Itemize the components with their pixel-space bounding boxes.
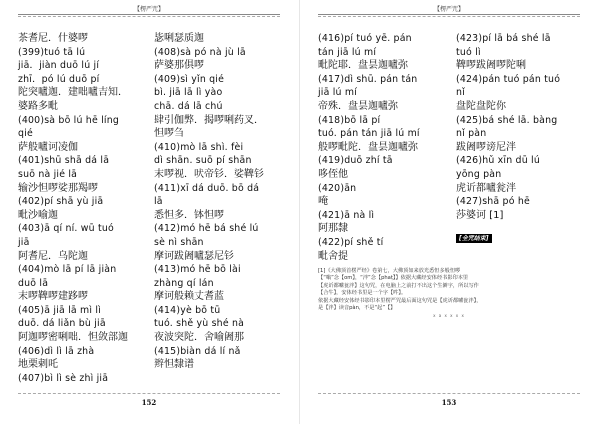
mantra-line-pinyin: (407)bì lì sè zhì jiā xyxy=(18,372,109,384)
header-rule-dashed xyxy=(318,16,580,17)
right-page xyxy=(318,0,580,424)
footer-rule xyxy=(318,393,580,394)
header-rule-dashed xyxy=(18,16,280,17)
mantra-line-pinyin: (418)bō lā pí xyxy=(318,114,381,126)
mantra-line-pinyin: (400)sà bō lú hē líng xyxy=(18,114,120,126)
mantra-line-pinyin: (410)mò lā shì. fèi xyxy=(154,141,244,153)
mantra-line-pinyin: tán jiā lú mí xyxy=(318,46,377,58)
mantra-line-pinyin: (415)biàn dá lí nǎ xyxy=(154,345,241,357)
mantra-line-pinyin: (403)ā qí ní. wū tuó xyxy=(18,223,114,235)
left-page xyxy=(18,0,280,424)
mantra-line-pinyin: jiā lú mí xyxy=(318,87,357,99)
header-title: 【楞严咒】 xyxy=(130,4,168,13)
mantra-line-pinyin: (425)bá shé lā. bàng xyxy=(456,114,558,126)
page-header xyxy=(18,4,280,16)
mantra-line-pinyin: chā. dá lā chú xyxy=(154,100,223,112)
mantra-line-chinese: 摩诃跋阇嚧瑟尼钐 xyxy=(154,250,234,262)
mantra-line-pinyin: (416)pí tuó yē. pán xyxy=(318,33,412,44)
mantra-line-chinese: 萨般嚧诃凌伽 xyxy=(18,141,78,153)
mantra-line-chinese: 哆侄他 xyxy=(318,168,348,180)
mantra-line-pinyin: (402)pí shā yù jiā xyxy=(18,196,104,208)
mantra-line-pinyin: (399)tuó tā lú xyxy=(18,46,86,58)
mantra-line-chinese: 摩诃般赖丈耆蓝 xyxy=(154,291,224,303)
mantra-line-chinese: 末啰鞞啰建跢啰 xyxy=(18,291,88,303)
mantra-line-pinyin: (423)pí lā bá shé lā xyxy=(456,33,551,44)
footnote-line: 依据大藏经安体经书影印本里楞严咒最后面这句咒是【虎䜣都嚧瓮泮】， xyxy=(318,297,482,304)
mantra-line-pinyin: (409)sì yǐn qié xyxy=(154,73,225,85)
mantra-line-chinese: 毗沙喻迦 xyxy=(18,209,58,221)
notes-end-marker: x a x x x x xyxy=(433,313,465,319)
mantra-line-pinyin: bì. jiā lā lì yào xyxy=(154,87,223,99)
mantra-line-chinese: 萨婆那俱啰 xyxy=(154,60,204,72)
mantra-line-pinyin: (408)sà pó nà jù lā xyxy=(154,46,246,58)
mantra-line-pinyin: (411)xī dá duō. bō dá xyxy=(154,182,260,194)
mantra-line-pinyin: suō nà jié lā xyxy=(18,168,78,180)
mantra-line-chinese: 阿耆尼．乌陀迦 xyxy=(18,250,88,262)
mantra-line-pinyin: jiā xyxy=(18,236,30,248)
mantra-line-chinese: 陀突嚧迦．建咄嚧吉知． xyxy=(18,87,128,99)
footnotes xyxy=(318,268,580,318)
mantra-line-chinese: 毗陀耶．盘昙迦嚧弥 xyxy=(318,60,408,72)
book-gutter xyxy=(299,0,300,424)
mantra-line-chinese: 毗舍提 xyxy=(318,250,348,262)
mantra-line-pinyin: (420)ān xyxy=(318,182,357,194)
end-mark-wrap xyxy=(456,225,492,244)
mantra-line-pinyin: (406)dì lì lā zhà xyxy=(18,345,95,357)
text-column xyxy=(18,32,128,385)
text-column xyxy=(318,32,420,263)
footnote-line: 是【泮】读音pàn，不是“起”【】 xyxy=(318,305,396,312)
mantra-line-pinyin: duō. dá liǎn bù jiā xyxy=(18,318,106,330)
mantra-line-chinese: 辫怛隸谱 xyxy=(154,359,194,371)
mantra-line-chinese: 婆路多毗 xyxy=(18,100,58,112)
mantra-line-chinese: 莎婆诃 [1] xyxy=(456,209,504,221)
mantra-line-pinyin: jiā．jiàn duō lú jí xyxy=(18,60,100,72)
mantra-line-pinyin: zhī．pó lú duō pí xyxy=(18,73,100,85)
mantra-line-pinyin: tuó lì xyxy=(456,46,481,58)
mantra-line-pinyin: (412)mó hē bá shé lú xyxy=(154,223,259,235)
mantra-line-pinyin: (401)shū shā dá lā xyxy=(18,155,110,167)
mantra-line-chinese: 阿迦啰密唎咄．怛敛部迦 xyxy=(18,332,128,344)
text-column xyxy=(456,32,560,222)
mantra-line-pinyin: (414)yè bō tū xyxy=(154,304,221,316)
mantra-line-pinyin: tuó. pán tán jiā lú mí xyxy=(318,128,420,140)
footnote-line: 【合牛】，安体经书里是一个字【吽】。 xyxy=(318,290,407,297)
mantra-line-chinese: 鞞啰跋阇啰陀唎 xyxy=(456,60,526,72)
mantra-line-chinese: 怛啰刍 xyxy=(154,128,184,140)
header-rule xyxy=(18,14,280,15)
mantra-line-chinese: 肆引伽弊．揭啰唎药叉． xyxy=(154,114,264,126)
page-number: 153 xyxy=(441,398,457,407)
text-column xyxy=(154,32,264,372)
mantra-line-chinese: 毖唎瑟质迦 xyxy=(154,33,204,44)
mantra-line-pinyin: nǐ xyxy=(456,87,465,99)
mantra-line-pinyin: (404)mò lā pí lā jiàn xyxy=(18,264,117,276)
mantra-line-chinese: 输沙怛啰娑那羯啰 xyxy=(18,182,98,194)
footnote-line: 【虎䜣都嚧瓮泮】这句咒，在电脑上之前打不出这个生僻字，所以写作 xyxy=(318,282,479,289)
mantra-line-pinyin: (427)shā pó hē xyxy=(456,196,530,208)
mantra-line-pinyin: (426)hǔ xīn dū lú xyxy=(456,155,540,167)
mantra-line-chinese: 盘陀盘陀你 xyxy=(456,100,506,112)
mantra-line-pinyin: zhàng qí lán xyxy=(154,277,214,289)
mantra-line-pinyin: lā xyxy=(154,196,163,208)
mantra-line-pinyin: (405)ā jiā lā mì lì xyxy=(18,304,101,316)
mantra-line-pinyin: nǐ pàn xyxy=(456,128,487,140)
mantra-line-chinese: 茶耆尼．什婆啰 xyxy=(18,33,88,44)
mantra-line-chinese: 跋阇啰谤尼泮 xyxy=(456,141,516,153)
mantra-line-chinese: 虎䜣都嚧瓮泮 xyxy=(456,182,516,194)
footnote-line: [1]《大佛顶首楞严经》卷第七，大佛顶如来放光悉怛多般怛啰 xyxy=(318,268,461,274)
mantra-line-chinese: 阿那隸 xyxy=(318,223,348,235)
footnote-line: 【“嗡”念【om】，“泮”念【phaṭ】】依据大藏经安体经书影印本里 xyxy=(318,275,469,282)
mantra-line-pinyin: (417)dì shū. pán tán xyxy=(318,73,418,85)
mantra-line-pinyin: (422)pí shě tí xyxy=(318,236,384,248)
mantra-line-pinyin: sè nì shān xyxy=(154,236,204,248)
mantra-line-chinese: 夜波突陀．舍喻阇那 xyxy=(154,332,244,344)
mantra-line-pinyin: (424)pán tuó pán tuó xyxy=(456,73,561,85)
mantra-line-chinese: 末啰视．吠帝钐．娑鞞钐 xyxy=(154,168,264,180)
mantra-line-pinyin: tuó. shě yù shé nà xyxy=(154,318,245,330)
header-rule xyxy=(318,14,580,15)
mantra-line-chinese: 地栗剌吒 xyxy=(18,359,58,371)
page-number: 152 xyxy=(141,398,157,407)
mantra-line-chinese: 般啰毗陀．盘昙迦嚧弥 xyxy=(318,141,418,153)
page-header xyxy=(318,4,580,16)
mantra-line-chinese: 悉怛多．钵怛啰 xyxy=(154,209,224,221)
mantra-line-pinyin: (413)mó hē bō lài xyxy=(154,264,241,276)
mantra-line-pinyin: (419)duō zhí tā xyxy=(318,155,393,167)
mantra-line-pinyin: dì shān. suō pí shān xyxy=(154,155,252,167)
header-title: 【楞严咒】 xyxy=(430,4,468,13)
mantra-line-pinyin: yōng pàn xyxy=(456,168,502,180)
mantra-line-pinyin: (421)ā nà lì xyxy=(318,209,375,221)
mantra-line-pinyin: duō lā xyxy=(18,277,49,289)
mantra-line-chinese: 唵 xyxy=(318,196,328,208)
footer-rule xyxy=(18,393,280,394)
end-mark: [全咒结束] xyxy=(456,234,492,243)
mantra-line-chinese: 帝殊．盘昙迦嚧弥 xyxy=(318,100,398,112)
mantra-line-pinyin: qié xyxy=(18,128,33,140)
